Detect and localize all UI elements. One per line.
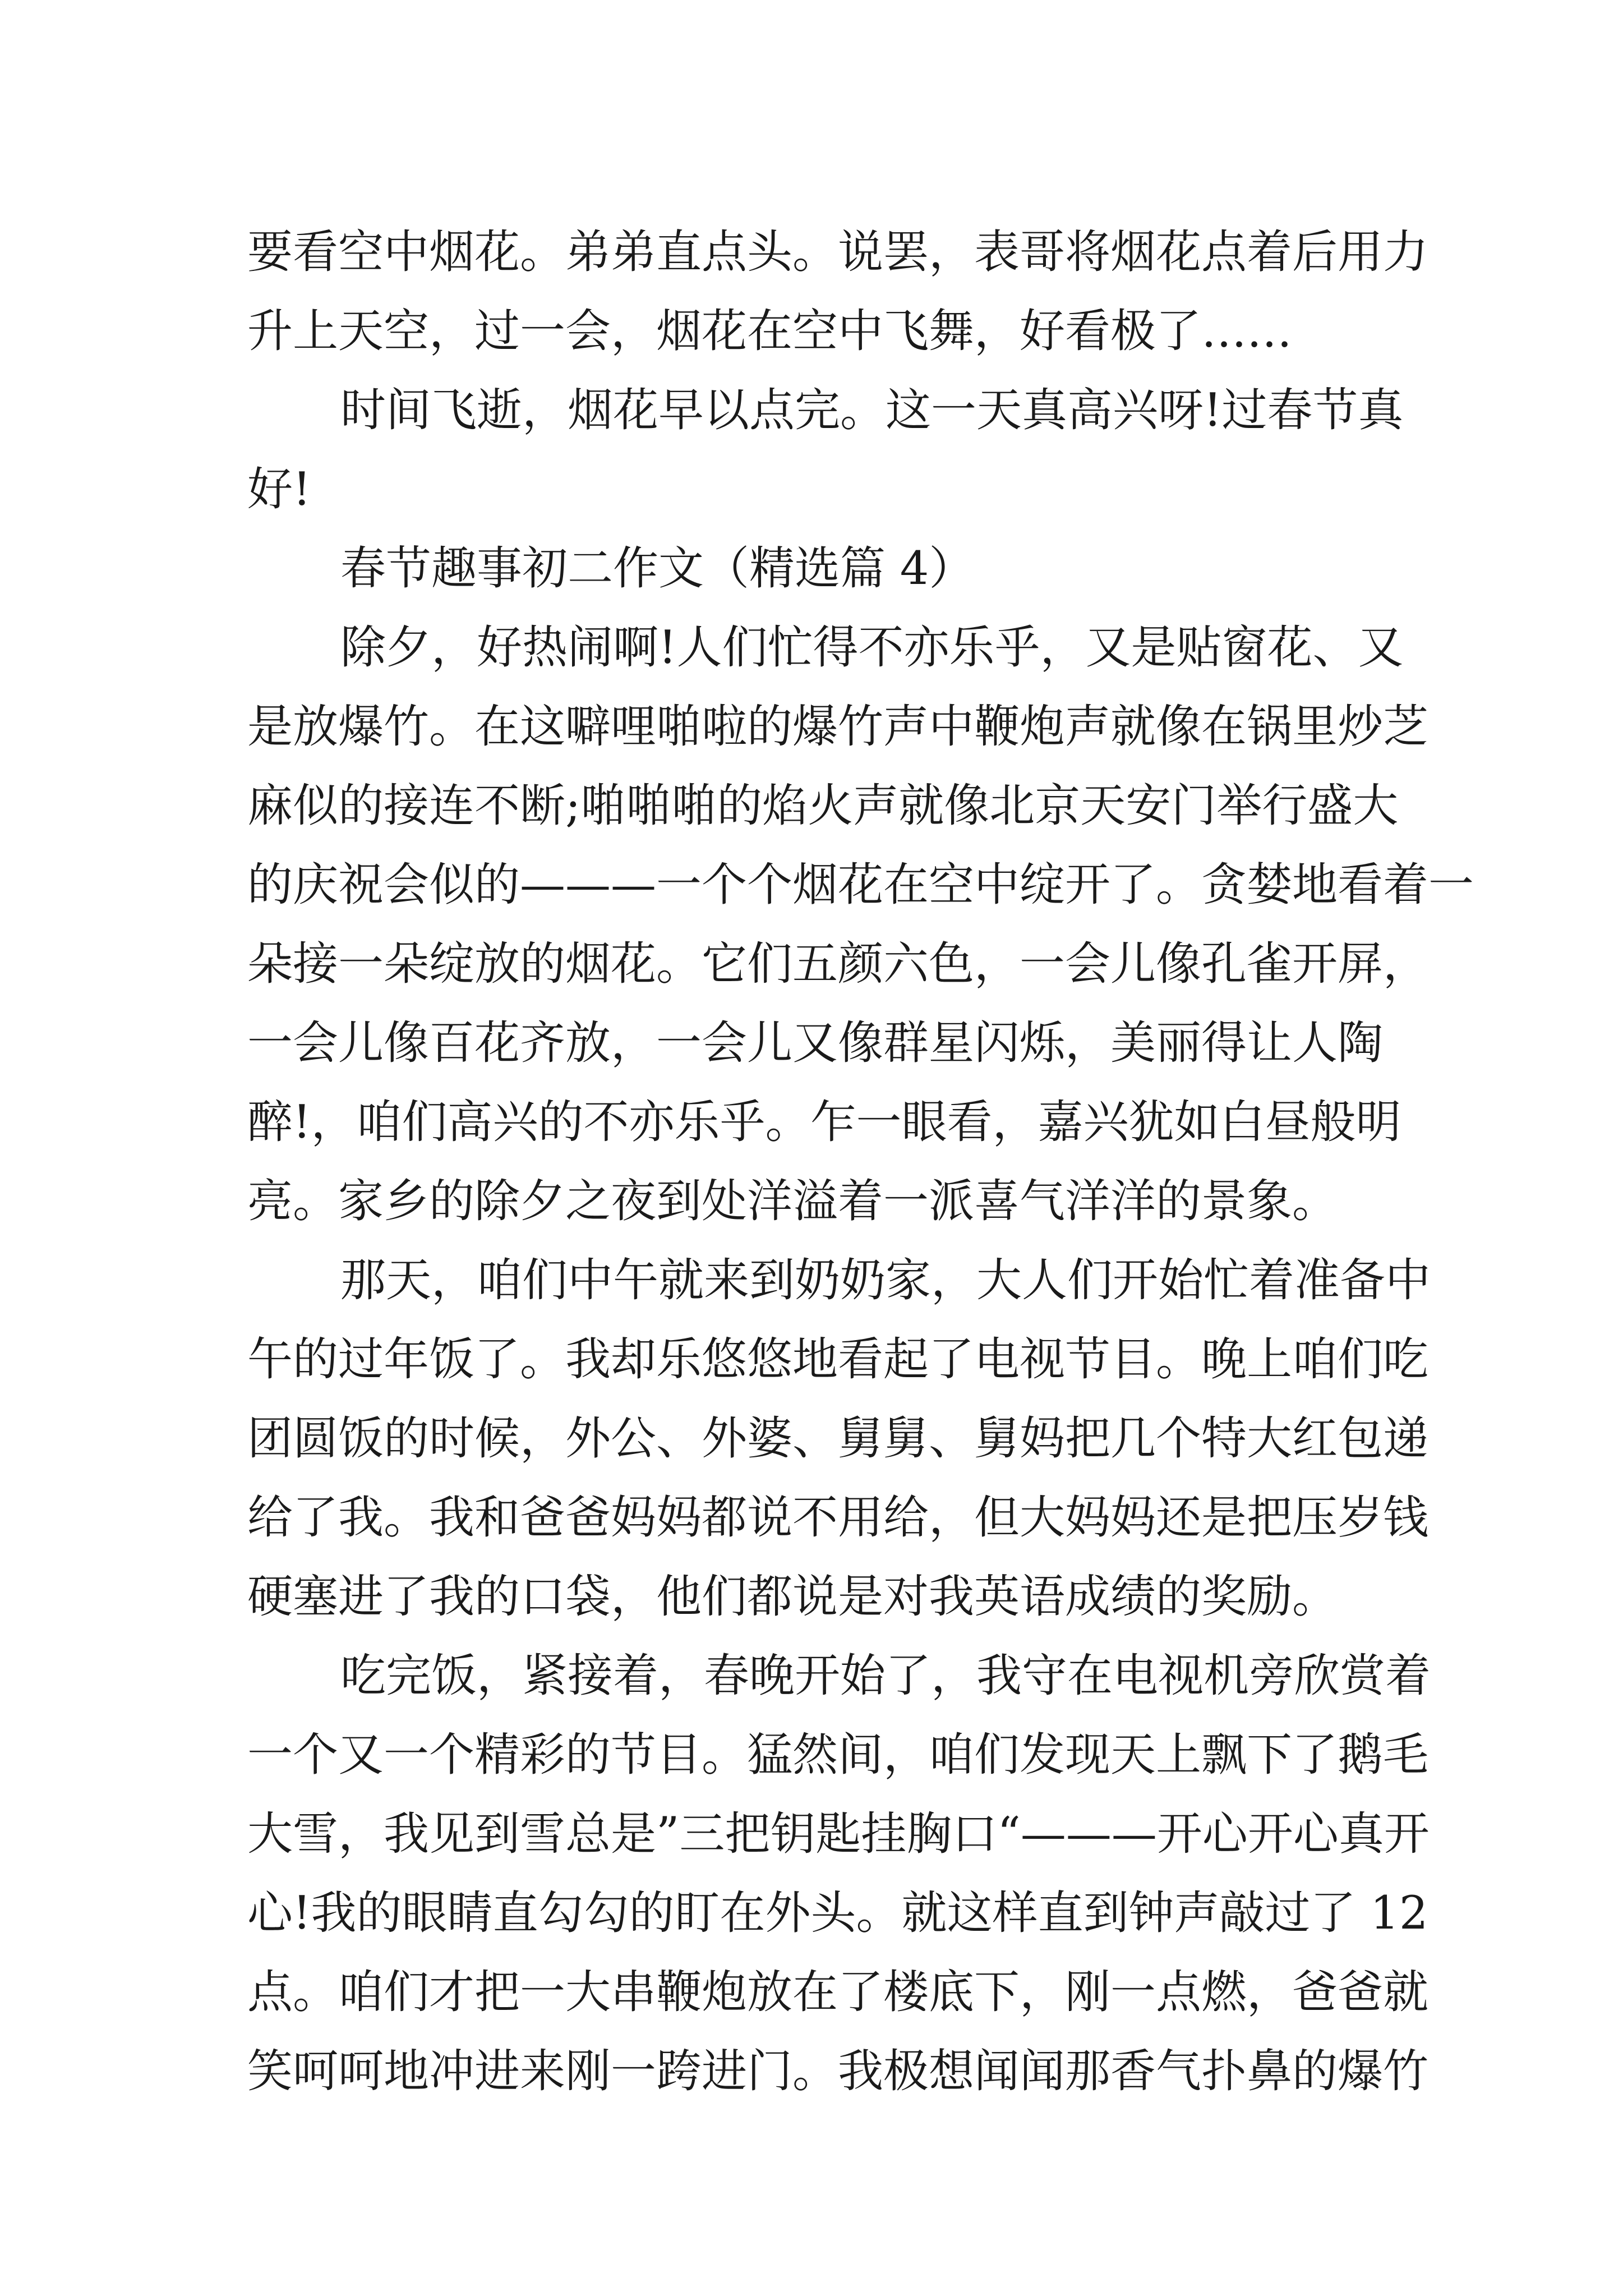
text-line: 大雪，我见到雪总是”三把钥匙挂胸口“———开心开心真开 (247, 1808, 1430, 1861)
text-line: 心!我的眼睛直勾勾的盯在外头。就这样直到钟声敲过了 12 (247, 1887, 1428, 1940)
text-line: 是放爆竹。在这噼哩啪啦的爆竹声中鞭炮声就像在锅里炒芝 (247, 701, 1429, 753)
text-line: 要看空中烟花。弟弟直点头。说罢，表哥将烟花点着后用力 (247, 226, 1429, 279)
paragraph-start-line: 时间飞逝，烟花早以点完。这一天真高兴呀!过春节真 (340, 384, 1404, 437)
text-line: 笑呵呵地冲进来刚一跨进门。我极想闻闻那香气扑鼻的爆竹 (247, 2045, 1429, 2098)
essay-body (247, 213, 1474, 2111)
text-line: 麻似的接连不断;啪啪啪的焰火声就像北京天安门举行盛大 (247, 780, 1399, 832)
text-line: 硬塞进了我的口袋，他们都说是对我英语成绩的奖励。 (247, 1571, 1338, 1623)
text-line: 的庆祝会似的———一个个烟花在空中绽开了。贪婪地看着一 (247, 859, 1474, 912)
paragraph-start-line: 除夕，好热闹啊!人们忙得不亦乐乎，又是贴窗花、又 (340, 622, 1404, 674)
text-line: 好! (247, 463, 311, 516)
text-line: 一个又一个精彩的节目。猛然间，咱们发现天上飘下了鹅毛 (247, 1729, 1429, 1782)
paragraph-start-line: 那天，咱们中午就来到奶奶家，大人们开始忙着准备中 (340, 1254, 1431, 1307)
text-line: 一会儿像百花齐放，一会儿又像群星闪烁，美丽得让人陶 (247, 1017, 1384, 1070)
text-line: 给了我。我和爸爸妈妈都说不用给，但大妈妈还是把压岁钱 (247, 1492, 1429, 1544)
paragraph-start-line: 吃完饭，紧接着，春晚开始了，我守在电视机旁欣赏着 (340, 1650, 1431, 1703)
text-line: 亮。家乡的除夕之夜到处洋溢着一派喜气洋洋的景象。 (247, 1175, 1338, 1228)
text-line: 午的过年饭了。我却乐悠悠地看起了电视节目。晚上咱们吃 (247, 1333, 1429, 1386)
text-line: 团圆饭的时候，外公、外婆、舅舅、舅妈把几个特大红包递 (247, 1412, 1429, 1465)
text-line: 朵接一朵绽放的烟花。它们五颜六色，一会儿像孔雀开屏， (247, 938, 1429, 991)
text-line: 醉!，咱们高兴的不亦乐乎。乍一眼看，嘉兴犹如白昼般明 (247, 1096, 1401, 1149)
text-line: 点。咱们才把一大串鞭炮放在了楼底下，刚一点燃，爸爸就 (247, 1966, 1429, 2019)
text-line: 升上天空，过一会，烟花在空中飞舞，好看极了…… (247, 305, 1293, 358)
section-heading: 春节趣事初二作文（精选篇 4） (340, 542, 975, 595)
